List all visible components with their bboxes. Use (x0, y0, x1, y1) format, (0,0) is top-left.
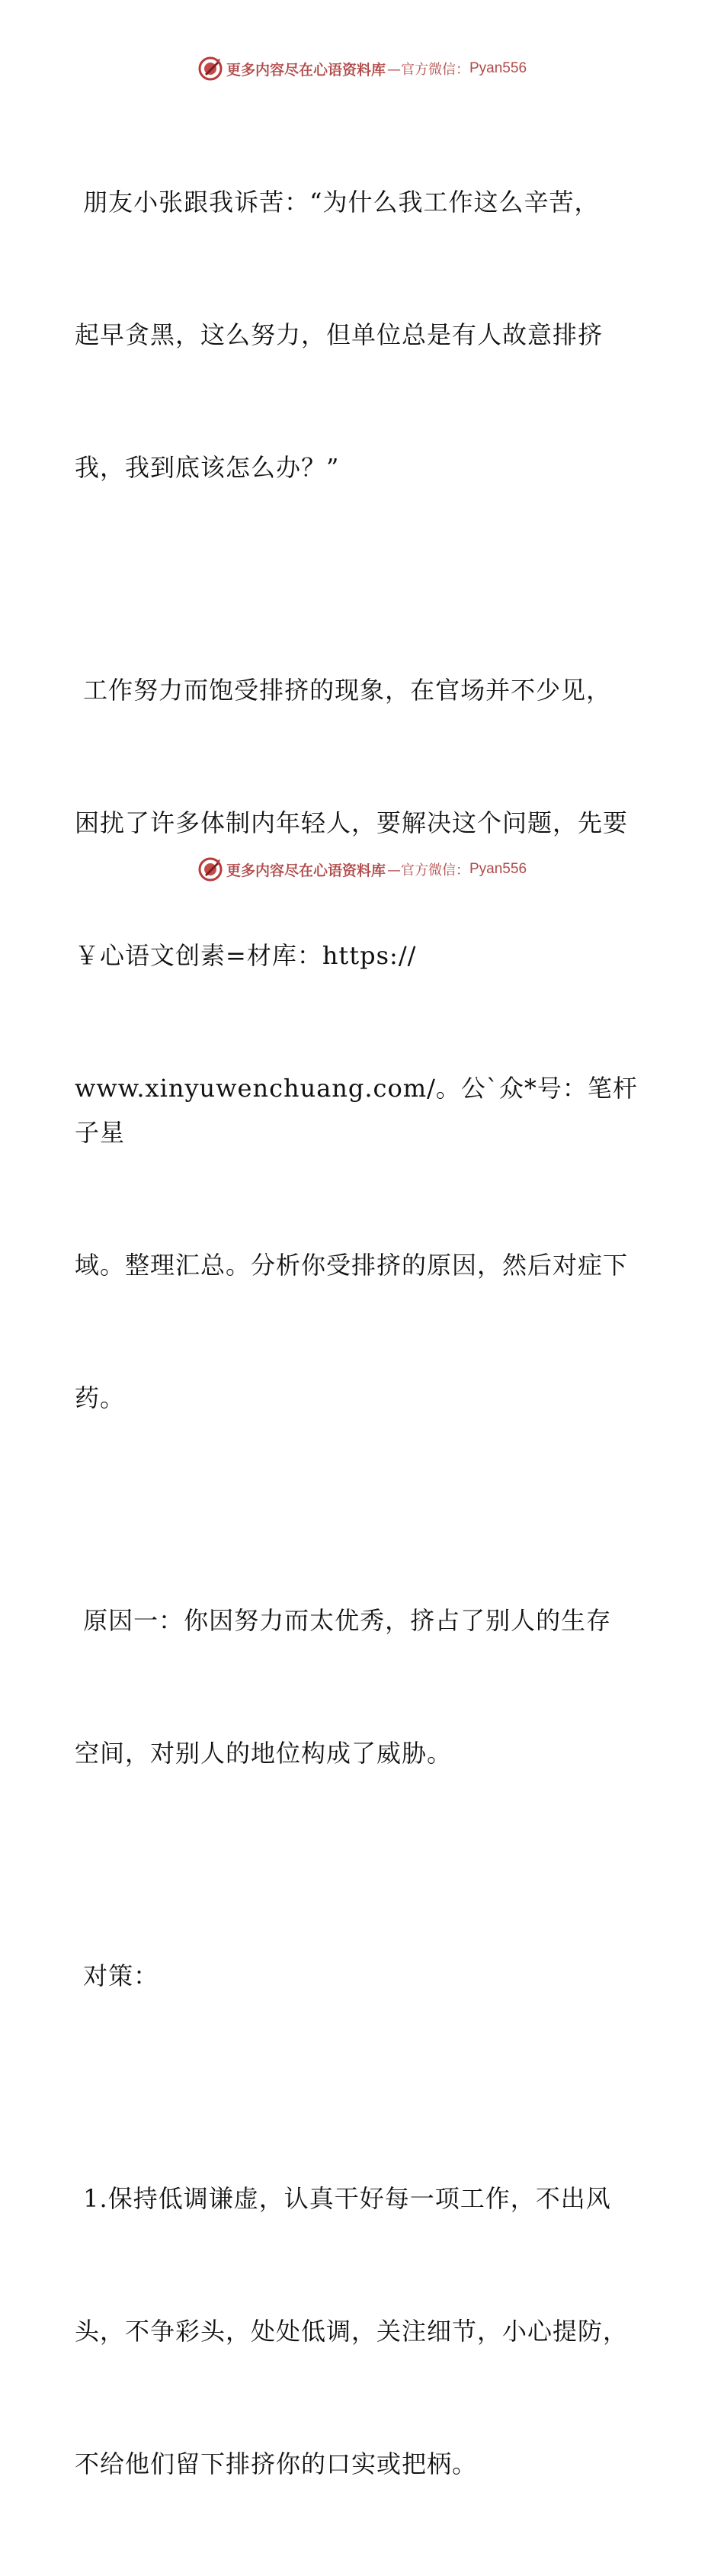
header-banner (0, 53, 724, 84)
paragraph-2 (75, 580, 662, 1508)
text-line: 1.保持低调谦虚，认真干好每一项工作，不出风 (75, 2184, 611, 2213)
logo-icon (197, 56, 223, 82)
text-line: 困扰了许多体制内年轻人，要解决这个问题，先要 (75, 808, 629, 837)
paragraph-4 (75, 1865, 662, 2086)
text-line: 药。 (75, 1383, 126, 1412)
text-line: 对策： (75, 1961, 159, 1990)
text-line: 不给他们留下排挤你的口实或把柄。 (75, 2449, 478, 2478)
text-line: 我，我到底该怎么办？” (75, 453, 340, 482)
logo-icon (197, 856, 223, 882)
text-line: 域。整理汇总。分析你受排挤的原因，然后对症下 (75, 1251, 629, 1280)
paragraph-5 (75, 2088, 662, 2574)
banner-subtitle: —官方微信： (387, 62, 469, 78)
banner-account: Pyan556 (469, 60, 527, 76)
text-line: ￥心语文创素=材库：https:// (75, 941, 417, 970)
text-line: 头，不争彩头，处处低调，关注细节，小心提防， (75, 2317, 629, 2346)
text-line: 朋友小张跟我诉苦：“为什么我工作这么辛苦， (75, 188, 600, 217)
footer-banner (0, 854, 724, 885)
paragraph-1 (75, 92, 662, 578)
banner-subtitle: —官方微信： (387, 862, 469, 878)
text-line: 原因一：你因努力而太优秀，挤占了别人的生存 (75, 1606, 612, 1635)
paragraph-3 (75, 1510, 662, 1864)
text-line: 起早贪黑，这么努力，但单位总是有人故意排挤 (75, 320, 604, 349)
text-line: 工作努力而饱受排挤的现象，在官场并不少见， (75, 676, 612, 705)
document-body (75, 92, 662, 2576)
banner-title: 更多内容尽在心语资料库 (226, 862, 386, 879)
banner-account: Pyan556 (469, 861, 527, 877)
banner-title: 更多内容尽在心语资料库 (226, 61, 386, 79)
text-line: 空间，对别人的地位构成了威胁。 (75, 1739, 453, 1768)
text-line: www.xinyuwenchuang.com/。公`众*号：笔杆子星 (75, 1074, 638, 1147)
